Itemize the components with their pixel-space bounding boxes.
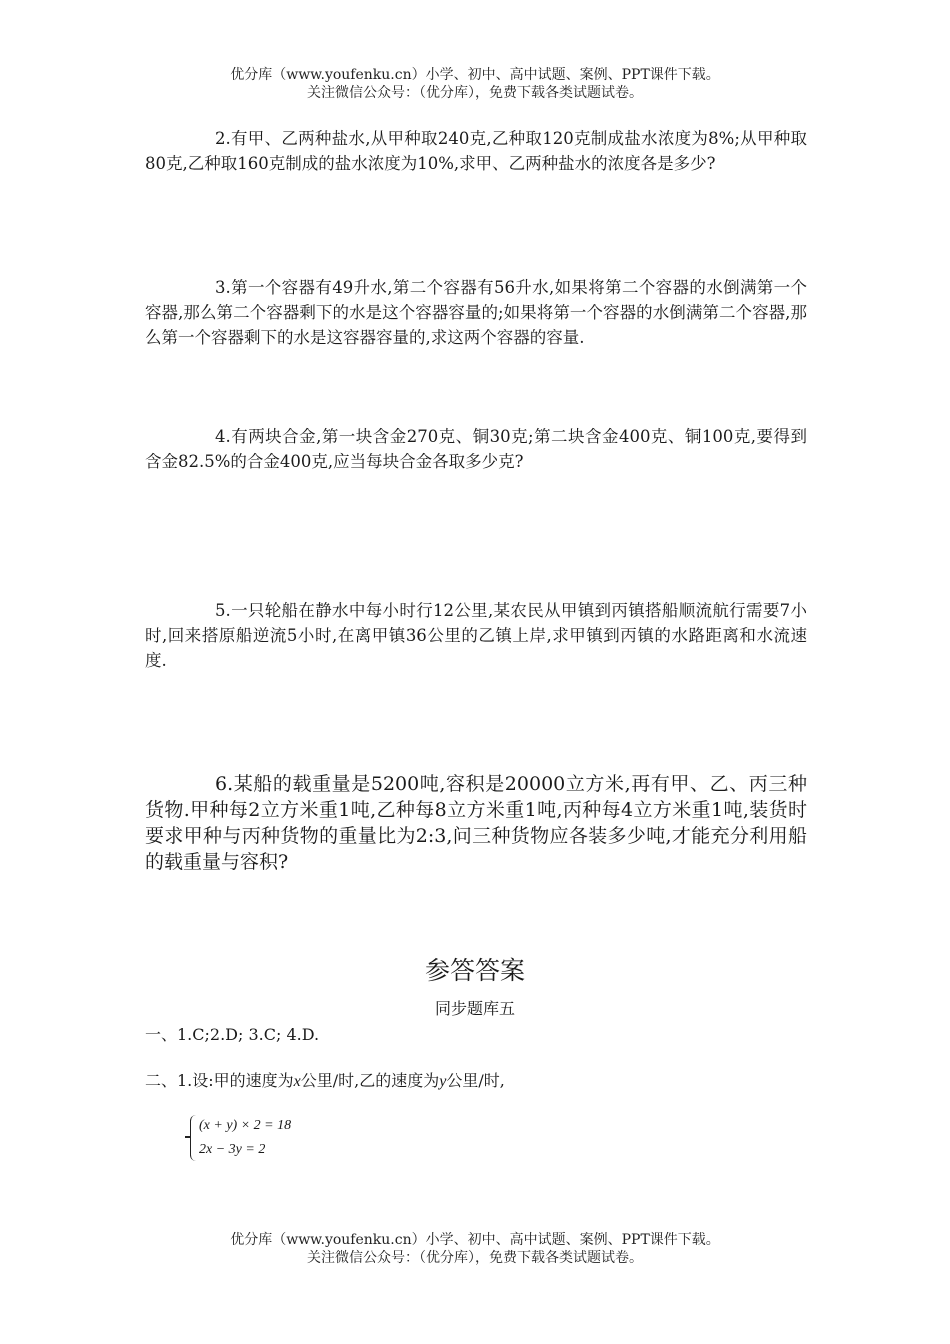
problem-5-text: 5.一只轮船在静水中每小时行12公里,某农民从甲镇到丙镇搭船顺流航行需要7小时,回来搭原船逆流5小时,在离甲镇36公里的乙镇上岸,求甲镇到丙镇的水路距离和水流速度. (145, 601, 807, 670)
problem-6-text: 6.某船的载重量是5200吨,容积是20000立方米,再有甲、乙、丙三种货物.甲种每2立方米重1吨,乙种每8立方米重1吨,丙种每4立方米重1吨,装货时要求甲种与丙种货物的重量比为2:3,问三种货物应各装多少吨,才能充分利用船的载重量与容积? (145, 773, 807, 873)
problem-2 (145, 126, 807, 176)
equation-1: (x + y) × 2 = 18 (199, 1118, 292, 1133)
answer-2-prefix: 二、1.设:甲的速度为 (145, 1071, 294, 1090)
problem-4 (145, 424, 807, 474)
answers-subtitle: 同步题库五 (434, 999, 515, 1018)
equation-system (190, 1115, 350, 1163)
answer-section-2 (145, 1070, 505, 1093)
problem-3 (145, 275, 807, 350)
var-y: y (439, 1073, 447, 1090)
header-line-1: 优分库（www.youfenku.cn）小学、初中、高中试题、案例、PPT课件下载。 (230, 67, 720, 83)
answer-2-mid: 公里/时,乙的速度为 (300, 1071, 440, 1090)
page-header (0, 66, 950, 102)
footer-line-2: 关注微信公众号：（优分库），免费下载各类试题试卷。 (307, 1250, 643, 1266)
answers-title: 参答答案 (424, 956, 525, 985)
problem-4-text: 4.有两块合金,第一块含金270克、铜30克;第二块含金400克、铜100克,要得到含金82.5%的合金400克,应当每块合金各取多少克? (145, 427, 807, 471)
problem-2-text: 2.有甲、乙两种盐水,从甲种取240克,乙种取120克制成盐水浓度为8%;从甲种取80克,乙种取160克制成的盐水浓度为10%,求甲、乙两种盐水的浓度各是多少? (145, 129, 807, 173)
problem-5 (145, 598, 807, 673)
equation-2: 2x − 3y = 2 (199, 1142, 266, 1157)
header-line-2: 关注微信公众号：（优分库），免费下载各类试题试卷。 (307, 85, 643, 101)
answer-section-1: 一、1.C;2.D; 3.C; 4.D. (145, 1025, 320, 1044)
problem-6 (145, 771, 807, 875)
problem-3-text: 3.第一个容器有49升水,第二个容器有56升水,如果将第二个容器的水倒满第一个容器,那么第二个容器剩下的水是这个容器容量的;如果将第一个容器的水倒满第二个容器,那么第一个容器剩下的水是这容器容量的,求这两个容器的容量. (145, 278, 807, 347)
answer-2-suffix: 公里/时, (446, 1071, 505, 1090)
var-x: x (293, 1073, 301, 1090)
page-footer (0, 1231, 950, 1267)
left-brace (190, 1115, 199, 1161)
footer-line-1: 优分库（www.youfenku.cn）小学、初中、高中试题、案例、PPT课件下载。 (230, 1232, 720, 1248)
